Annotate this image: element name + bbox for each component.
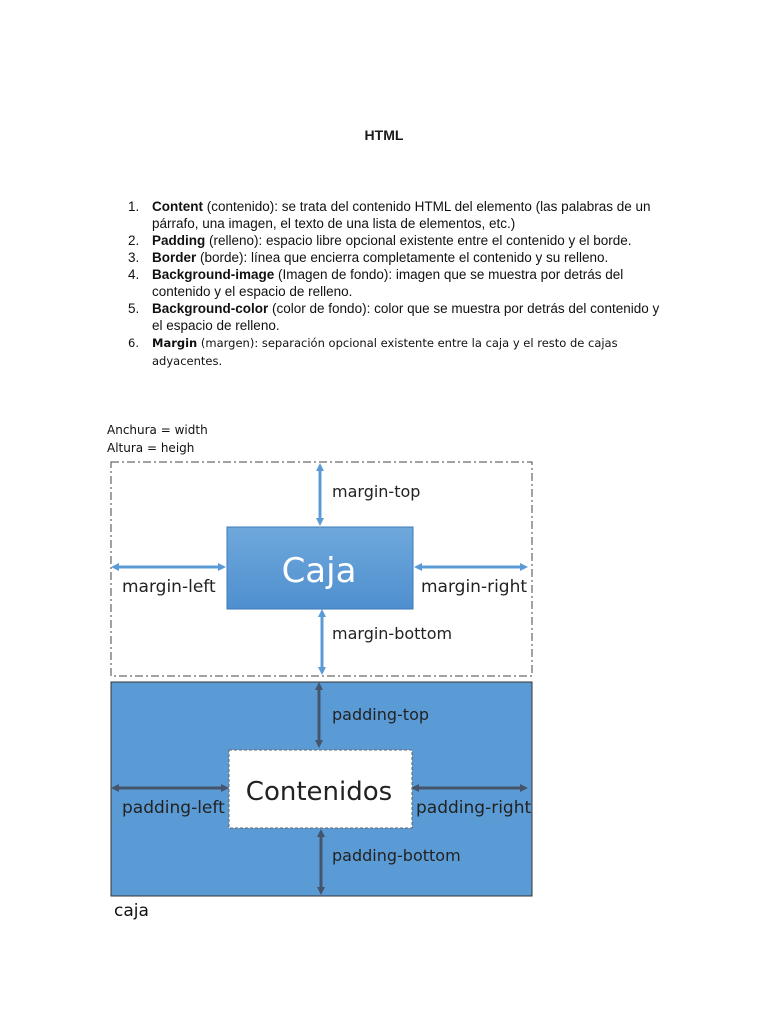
term: Border — [152, 250, 197, 265]
caja-caption: caja — [114, 901, 149, 921]
margin-right-label: margin-right — [421, 577, 528, 597]
width-label: Anchura = width — [107, 423, 208, 437]
padding-top-label: padding-top — [332, 705, 430, 724]
list-item: 2. Padding (relleno): espacio libre opcional existente entre el contenido y el borde. — [128, 233, 632, 248]
padding-right-label: padding-right — [416, 798, 532, 818]
caja-label: Caja — [281, 551, 357, 591]
height-label: Altura = heigh — [107, 441, 195, 455]
list-item: 5. Background-color (color de fondo): color que se muestra por detrás del contenido y el espacio de relleno. — [128, 301, 660, 333]
padding-bottom-label: padding-bottom — [332, 846, 461, 865]
margin-left-label: margin-left — [122, 577, 216, 597]
list-item: 4. Background-image (Imagen de fondo): imagen que se muestra por detrás del contenido y el espacio de relleno. — [128, 267, 624, 299]
term: Content — [152, 199, 203, 214]
page-title: HTML — [364, 127, 404, 143]
margin-bottom-label: margin-bottom — [332, 624, 453, 643]
list-item: 1. Content (contenido): se trata del contenido HTML del elemento (las palabras de un párrafo, una imagen, el texto de una lista de elementos, etc.) — [128, 199, 651, 231]
list-item: 6. Margin (margen): separación opcional existente entre la caja y el resto de cajas adyacentes. — [128, 336, 618, 368]
list-item: 3. Border (borde): línea que encierra completamente el contenido y su relleno. — [128, 250, 609, 265]
term: Background-image — [152, 267, 275, 282]
term: Background-color — [152, 301, 269, 316]
term: Padding — [152, 233, 206, 248]
margin-top-label: margin-top — [332, 482, 421, 501]
contenidos-label: Contenidos — [245, 777, 393, 807]
padding-left-label: padding-left — [122, 798, 225, 818]
term: Margin — [152, 336, 198, 350]
